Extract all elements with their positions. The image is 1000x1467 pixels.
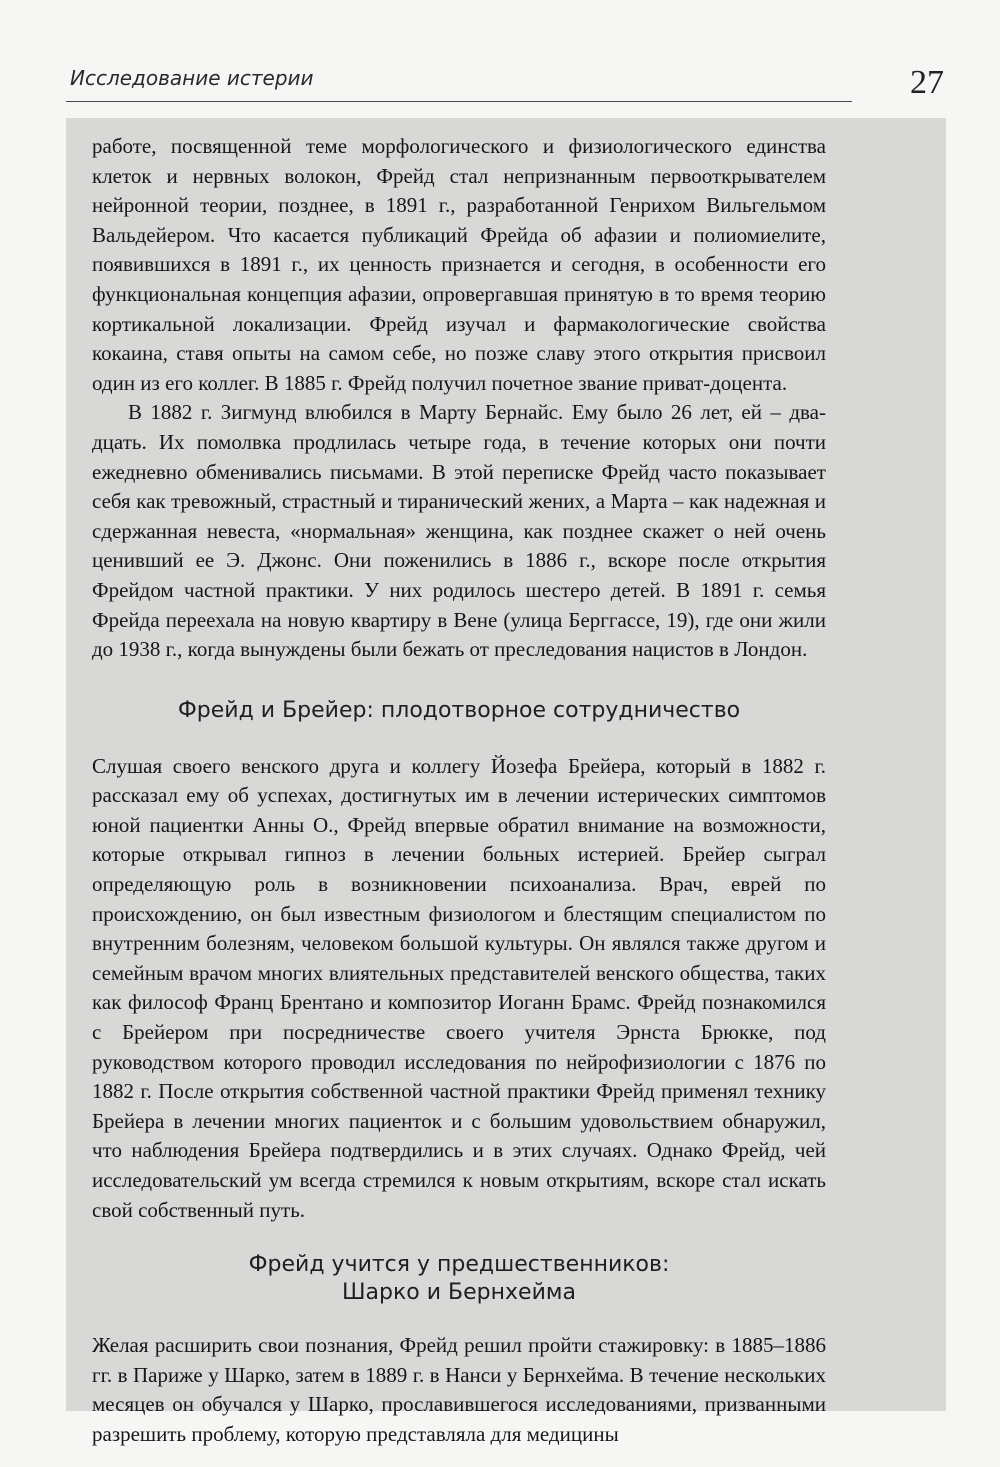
section-heading-line-2: Шарко и Бернхейма bbox=[342, 1280, 576, 1306]
paragraph-2: В 1882 г. Зигмунд влюбился в Марту Бернайс. Ему было 26 лет, ей – двадцать. Их помолвка продлилась четыре года, в течение которых они почти ежедневно обменивались письмами. В этой переписке Фрейд часто показывает себя как тревожный, страстный и тиранический жених, а Марта – как надежная и сдержанная невеста, «нормальная» женщина, как позднее скажет о ней очень ценивший ее Э. Джонс. Они поженились в 1886 г., вскоре после открытия Фрейдом частной практики. У них родилось шестеро детей. В 1891 г. семья Фрейда переехала на новую квартиру в Вене (улица Берггассе, 19), где они жили до 1938 г., когда вынуждены были бежать от преследования нацистов в Лондон. bbox=[92, 400, 826, 662]
page-number: 27 bbox=[910, 64, 944, 101]
paragraph-1: работе, посвященной теме морфологического и физиологического единства клеток и нервных волокон, Фрейд стал непризнанным первооткрывателем нейронной теории, позднее, в 1891 г., разработанной Генрихом Вильгельмом Вальдейером. Что касается публикаций Фрейда об афазии и полиомиелите, появившихся в 1891 г., их ценность признается и сегодня, в особенности его функциональная концепция афазии, опровергавшая принятую в то время теорию кортикальной локализации. Фрейд изучал и фармакологические свойства кокаина, ставя опыты на самом себе, но позже славу этого открытия присвоил один из его коллег. В 1885 г. Фрейд получил почетное звание приват-доцента. bbox=[92, 134, 826, 395]
paragraph-4: Желая расширить свои познания, Фрейд решил пройти стажировку: в 1885–1886 гг. в Париже у Шарко, затем в 1889 г. в Нанси у Бернхейма. В течение нескольких месяцев он обучался у Шарко, прославившегося исследованиями, призванными разрешить проблему, которую представляла для медицины bbox=[92, 1333, 826, 1446]
paragraph-3: Слушая своего венского друга и коллегу Йозефа Брейера, который в 1882 г. рассказал ему об успехах, достигнутых им в лечении истерических симптомов юной пациентки Анны О., Фрейд впервые обратил внимание на возможности, которые открывал гипноз в лечении больных истерией. Брейер сыграл определяющую роль в возникновении психоанализа. Врач, еврей по происхождению, он был известным физиологом и блестящим специалистом по внутренним болезням, человеком большой культуры. Он являлся также другом и семейным врачом многих влиятельных представителей венского общества, таких как философ Франц Брентано и композитор Иоганн Брамс. Фрейд познакомился с Брейером при посредничестве своего учителя Эрнста Брюкке, под руководством которого проводил исследования по нейрофизиологии с 1876 по 1882 г. После открытия собственной частной практики Фрейд применял технику Брейера в лечении многих пациенток и с большим удовольствием обнаружил, что наблюдения Брейера подтвердились и в этих случаях. Однако Фрейд, чей исследовательский ум всегда стремился к новым открытиям, вскоре стал искать свой собственный путь. bbox=[92, 753, 826, 1222]
section-heading-freud-breuer: Фрейд и Брейер: плодотворное сотрудничество bbox=[177, 697, 741, 723]
running-title: Исследование истерии bbox=[70, 66, 314, 90]
header-rule bbox=[66, 101, 852, 102]
section-heading-line-1: Фрейд учится у предшественников: bbox=[248, 1252, 670, 1278]
page-body bbox=[92, 132, 826, 1450]
section-heading-predecessors bbox=[92, 1225, 826, 1331]
